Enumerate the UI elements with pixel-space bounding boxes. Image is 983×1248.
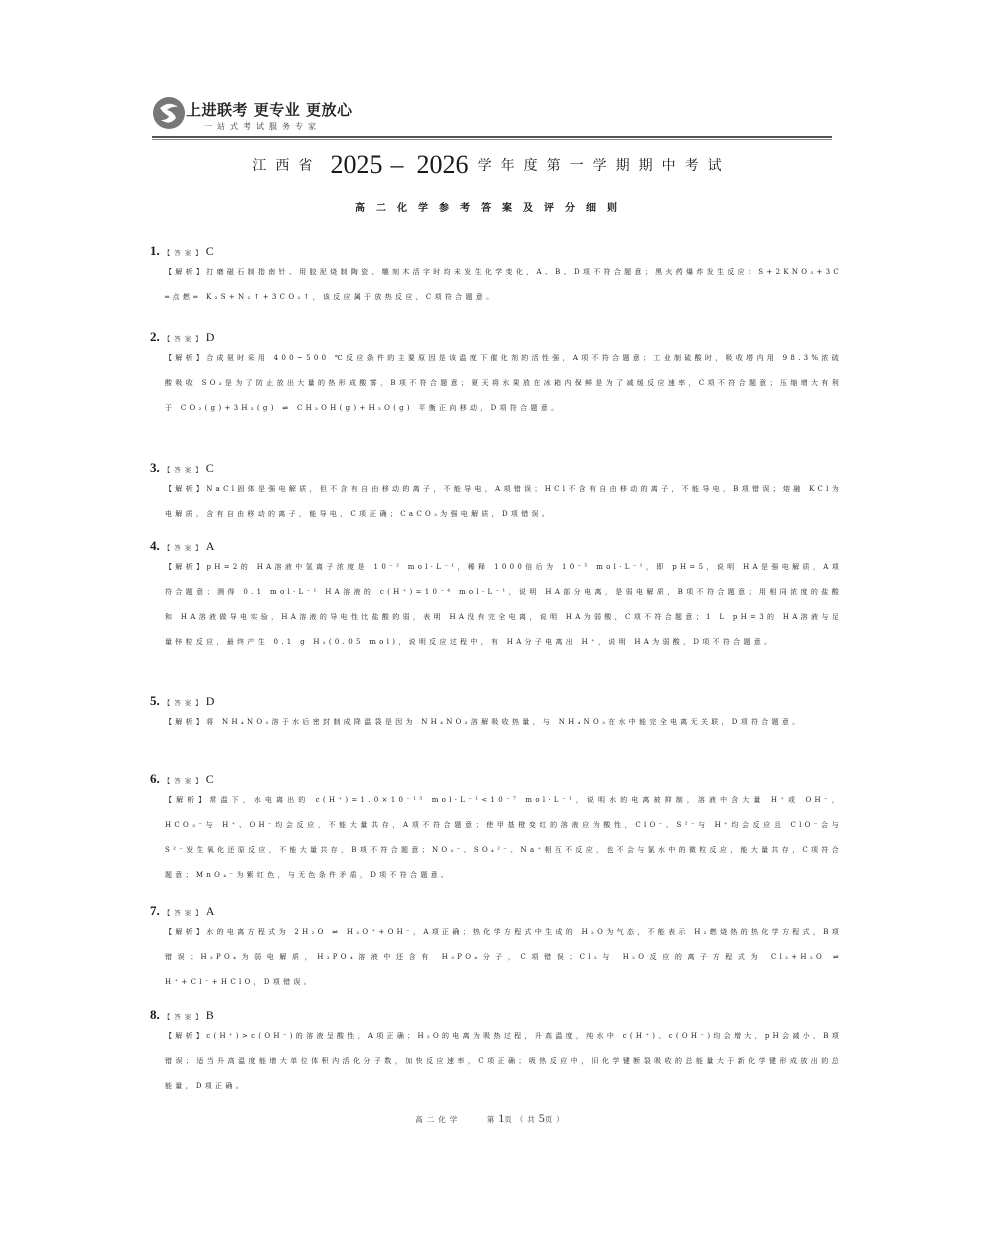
explanation-text: 水的电离方程式为 2H₂O ⇌ H₃O⁺+OH⁻，A项正确；热化学方程式中生成的 H₂O为气态，不能表示 H₂燃烧热的热化学方程式，B项错误；H₃PO₄为弱电解质，H₃PO₄溶液中还含有 H₃PO₄分子，C项错误；Cl₂与 H₂O反应的离子方程式为 Cl₂+H₂O ⇌ H⁺+Cl⁻+HClO，D项错误。 bbox=[165, 928, 843, 986]
question-2 bbox=[150, 326, 843, 421]
explanation-text: pH=2的 HA溶液中氢离子浓度是 10⁻² mol·L⁻¹，稀释 1000倍后为 10⁻⁵ mol·L⁻¹，即 pH=5，说明 HA是强电解质，A项符合题意；测得 0.1 mol·L⁻¹ HA溶液的 c(H⁺)=10⁻⁴ mol·L⁻¹，说明 HA部分电离，是弱电解质，B项不符合题意；用相同浓度的盐酸和 HA溶液做导电实验，HA溶液的导电性比盐酸的弱，表明 HA没有完全电离，说明 HA为弱酸，C项不符合题意；1 L pH=3的 HA溶液与足量锌粒反应，最终产生 0.1 g H₂(0.05 mol)，说明反应过程中，有 HA分子电离出 H⁺，说明 HA为弱酸，D项不符合题意。 bbox=[165, 563, 843, 646]
logo-subtitle: 一站式考试服务专家 bbox=[204, 122, 321, 131]
explanation bbox=[165, 788, 842, 888]
explanation bbox=[165, 920, 842, 995]
logo-icon bbox=[152, 96, 186, 130]
question-number: 5. bbox=[150, 693, 160, 708]
footer-page-suffix: 页） bbox=[544, 1115, 568, 1124]
explanation-text: 合成氨时采用 400~500 ℃反应条件的主要原因是该温度下催化剂的活性强，A项不符合题意；工业制硫酸时，吸收塔内用 98.3%浓硫酸吸收 SO₃是为了防止放出大量的热形成酸雾，B项不符合题意；夏天将水果放在冰箱内保鲜是为了减缓反应速率，C项不符合题意；压缩增大有利于 CO₂(g)+3H₂(g) ⇌ CH₃OH(g)+H₂O(g) 平衡正向移动，D项符合题意。 bbox=[165, 354, 843, 412]
explanation-text: c(H⁺)>c(OH⁻)的溶液呈酸性，A项正确；H₂O的电离为吸热过程，升高温度，纯水中 c(H⁺)、c(OH⁻)均会增大，pH会减小，B项错误；适当升高温度能增大单位体积内活化分子数，加快反应速率，C项正确；吸热反应中，旧化学键断裂吸收的总能量大于新化学键形成放出的总能量，D项正确。 bbox=[165, 1032, 843, 1090]
answer-tag: 【答案】 bbox=[163, 249, 206, 257]
answer-value: A bbox=[205, 904, 215, 918]
explanation-tag: 【解析】 bbox=[165, 268, 207, 276]
answer-tag: 【答案】 bbox=[163, 466, 206, 474]
question-3 bbox=[150, 457, 840, 527]
answer-tag: 【答案】 bbox=[163, 777, 206, 785]
header-rule bbox=[152, 136, 832, 138]
explanation-text: 常温下，水电离出的 c(H⁺)=1.0×10⁻¹³ mol·L⁻¹<10⁻⁷ mol·L⁻¹，说明水的电离被抑制，溶液中含大量 H⁺或 OH⁻，HCO₃⁻与 H⁺、OH⁻均会反应，不能大量共存，A项不符合题意；使甲基橙变红的溶液应为酸性，ClO⁻、S²⁻与 H⁺均会反应且 ClO⁻会与 S²⁻发生氧化还原反应，不能大量共存，B项不符合题意；NO₃⁻、SO₄²⁻、Na⁺相互不反应，也不会与氯水中的微粒反应，能大量共存，C项符合题意；MnO₄⁻为紫红色，与无色条件矛盾，D项不符合题意。 bbox=[165, 796, 843, 879]
explanation-tag: 【解析】 bbox=[165, 1032, 207, 1040]
answer-tag: 【答案】 bbox=[163, 909, 206, 917]
page-title bbox=[0, 150, 983, 180]
title-rest: 学年度第一学期期中考试 bbox=[477, 158, 731, 174]
explanation-tag: 【解析】 bbox=[165, 354, 207, 362]
question-8 bbox=[150, 1004, 843, 1099]
title-year-end: 2026 bbox=[416, 150, 469, 179]
question-4 bbox=[150, 535, 843, 655]
answer-value: B bbox=[205, 1008, 214, 1022]
explanation bbox=[165, 346, 842, 421]
question-number: 6. bbox=[150, 771, 160, 786]
explanation-tag: 【解析】 bbox=[165, 718, 207, 726]
explanation-tag: 【解析】 bbox=[165, 563, 207, 571]
explanation-text: 将 NH₄NO₃溶于水后密封制成降温袋是因为 NH₄NO₃溶解吸收热量，与 NH₄NO₃在水中能完全电离无关联，D项符合题意。 bbox=[206, 718, 803, 726]
explanation-text: NaCl固体是强电解质，但不含有自由移动的离子，不能导电，A项错误；HCl不含有自由移动的离子，不能导电，B项错误；熔融 KCl为电解质，含有自由移动的离子，能导电，C项正确；CaCO₃为强电解质，D项错误。 bbox=[165, 485, 842, 518]
explanation bbox=[165, 710, 842, 735]
title-dash: – bbox=[390, 150, 404, 179]
question-7 bbox=[150, 900, 843, 995]
page-footer bbox=[0, 1111, 983, 1126]
logo-title: 上进联考 更专业 更放心 bbox=[186, 101, 353, 119]
answer-tag: 【答案】 bbox=[163, 1013, 206, 1021]
answer-tag: 【答案】 bbox=[163, 335, 206, 343]
question-1 bbox=[150, 240, 840, 310]
question-number: 8. bbox=[150, 1007, 160, 1022]
question-number: 3. bbox=[150, 460, 160, 475]
footer-subject: 高二化学 bbox=[415, 1115, 462, 1124]
question-number: 1. bbox=[150, 243, 160, 258]
footer-page-total: 5 bbox=[538, 1111, 545, 1125]
question-5 bbox=[150, 690, 840, 735]
footer-page-prefix: 第 bbox=[486, 1115, 499, 1124]
answer-value: C bbox=[205, 461, 214, 475]
question-number: 2. bbox=[150, 329, 160, 344]
explanation-tag: 【解析】 bbox=[165, 928, 207, 936]
footer-page-mid: 页（共 bbox=[504, 1115, 539, 1124]
header-rule-thin bbox=[152, 139, 832, 140]
answer-value: A bbox=[205, 539, 215, 553]
question-6 bbox=[150, 768, 843, 888]
answer-tag: 【答案】 bbox=[163, 699, 206, 707]
explanation-tag: 【解析】 bbox=[165, 485, 207, 493]
explanation bbox=[165, 555, 842, 655]
title-province: 江西省 bbox=[252, 158, 322, 174]
answer-value: D bbox=[205, 330, 215, 344]
title-year-start: 2025 bbox=[330, 150, 383, 179]
question-number: 7. bbox=[150, 903, 160, 918]
footer-page-number: 1 bbox=[498, 1111, 505, 1125]
answer-value: D bbox=[205, 694, 215, 708]
explanation-tag: 【解析】 bbox=[165, 796, 210, 804]
answer-value: C bbox=[205, 244, 214, 258]
page-subtitle: 高二化学参考答案及评分细则 bbox=[355, 203, 628, 214]
answer-value: C bbox=[205, 772, 214, 786]
logo bbox=[152, 96, 832, 138]
explanation bbox=[165, 477, 842, 527]
question-number: 4. bbox=[150, 538, 160, 553]
answer-tag: 【答案】 bbox=[163, 544, 206, 552]
explanation-text: 打磨磁石制指南针、用胶泥烧制陶瓷、雕刻木活字时均未发生化学变化，A、B、D项不符合题意；黑火药爆炸发生反应：S+2KNO₃+3C ═点燃═ K₂S+N₂↑+3CO₂↑，该反应属于放热反应，C项符合题意。 bbox=[165, 268, 842, 301]
explanation bbox=[165, 1024, 842, 1099]
explanation bbox=[165, 260, 842, 310]
